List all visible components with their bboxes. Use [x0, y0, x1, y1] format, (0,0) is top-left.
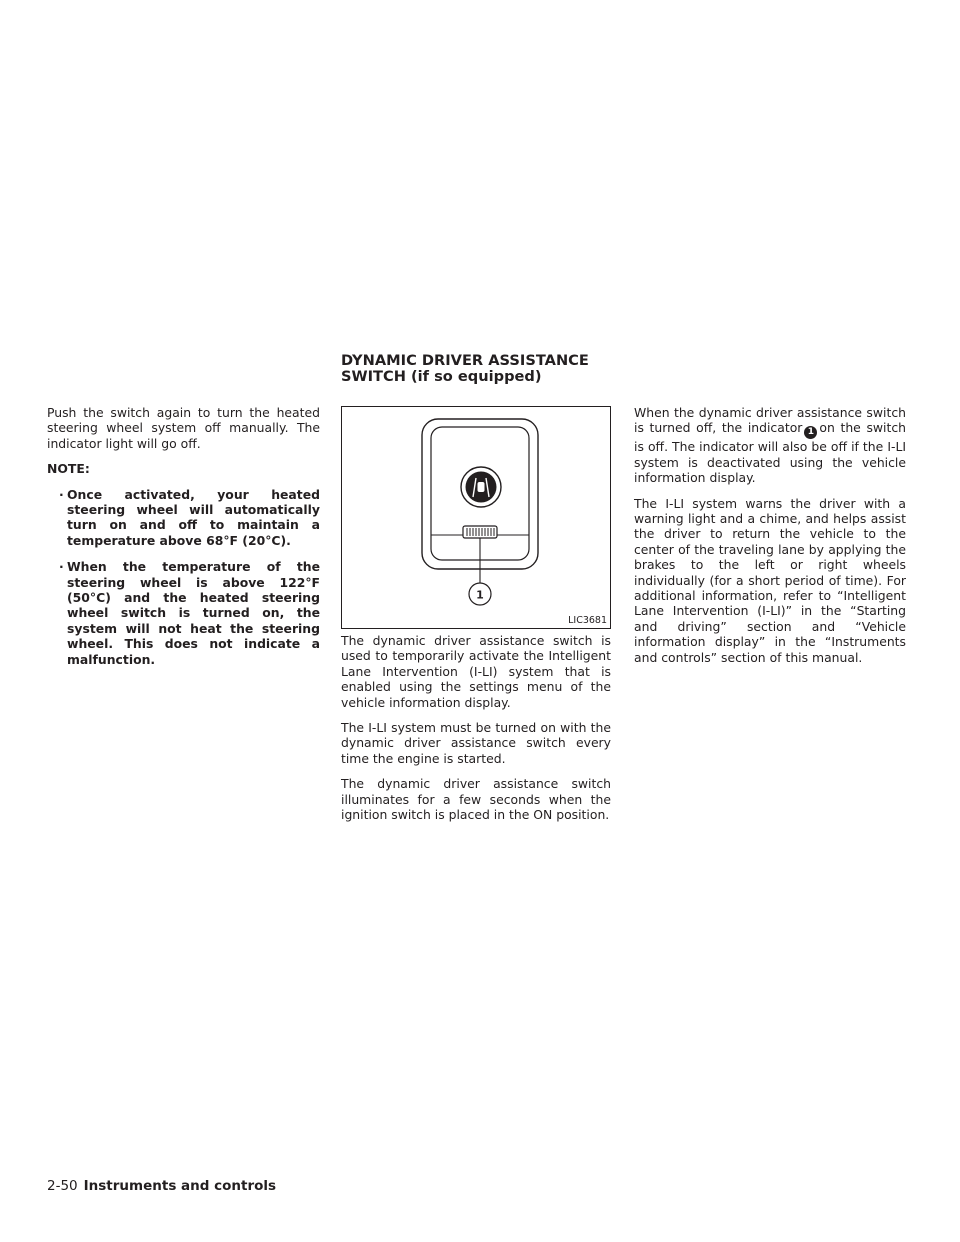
section-heading-line2: SWITCH (if so equipped) — [341, 368, 542, 385]
note-list — [47, 487, 320, 667]
page-footer — [47, 1178, 276, 1194]
figure-code: LIC3681 — [568, 615, 607, 626]
paragraph: The I-LI system warns the driver with a warning light and a chime, and helps assist the driver to return the vehicle to the center of the traveling lane by applying the brakes to the left or right wheels individually (for a short period of time). For additional information, refer to “Intelligent Lane Intervention (I-LI)” in the “Starting and driving” section and “Vehicle information display” in the “Instruments and controls” section of this manual. — [634, 495, 906, 665]
intro-paragraph: Push the switch again to turn the heated steering wheel system off manually. The indicator light will go off. — [47, 405, 320, 451]
note-label: NOTE: — [47, 461, 90, 477]
middle-column — [341, 633, 611, 832]
note-item: · Once activated, your heated steering wheel will automatically turn on and off to maintain a temperature above 68°F (20°C). — [59, 486, 320, 548]
page-number: 2-50 — [47, 1178, 78, 1194]
chapter-title: Instruments and controls — [83, 1178, 277, 1194]
section-heading — [341, 353, 641, 385]
callout-1-icon: 1 — [804, 426, 817, 439]
switch-illustration — [342, 407, 610, 628]
indicator-light — [463, 526, 497, 538]
paragraph: The dynamic driver assistance switch illuminates for a few seconds when the ignition switch is placed in the ON position. — [341, 776, 611, 823]
bullet-icon: · — [59, 559, 64, 575]
section-heading-line1: DYNAMIC DRIVER ASSISTANCE — [341, 352, 589, 369]
note-item: · When the temperature of the steering wheel is above 122°F (50°C) and the heated steering wheel switch is turned on, the system will not heat the steering wheel. This does not indicate a malfunction. — [59, 559, 320, 667]
right-column — [634, 405, 906, 675]
paragraph: The dynamic driver assistance switch is used to temporarily activate the Intelligent Lane Intervention (I-LI) system that is enabled using the settings menu of the vehicle information display. — [341, 633, 611, 710]
paragraph: The I-LI system must be turned on with the dynamic driver assistance switch every time the engine is started. — [341, 720, 611, 766]
paragraph: When the dynamic driver assistance switch is turned off, the indicator 1 on the switch is off. The indicator will also be off if the I-LI system is deactivated using the vehicle information display. — [634, 405, 907, 486]
switch-figure — [341, 406, 611, 629]
bullet-icon: · — [59, 486, 64, 502]
callout-number: 1 — [476, 588, 484, 602]
left-column — [47, 405, 320, 678]
